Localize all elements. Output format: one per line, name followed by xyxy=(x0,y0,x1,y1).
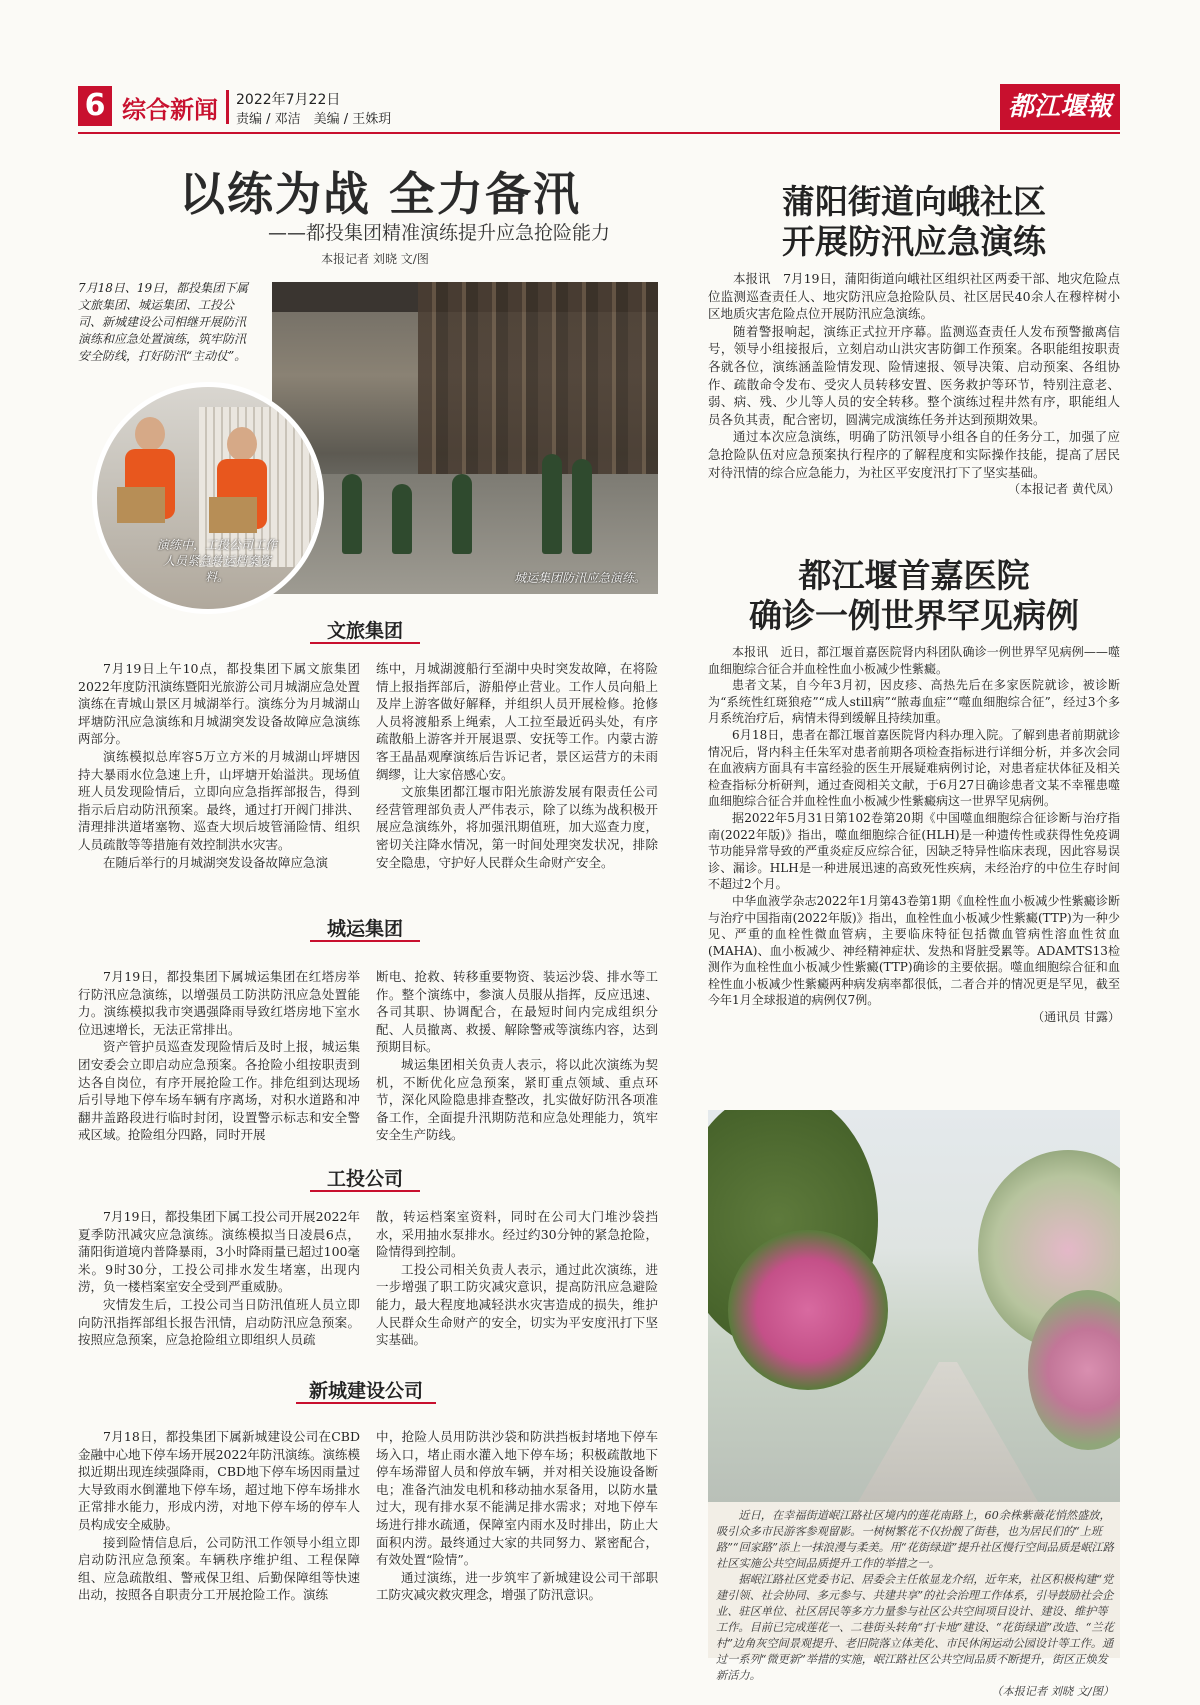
section-underline xyxy=(310,940,420,942)
wenlv-column-1 xyxy=(78,660,360,871)
header-rule xyxy=(78,132,1120,134)
paragraph: 散，转运档案室资料，同时在公司大门堆沙袋挡水，采用抽水泵排水。经过约30分钟的紧急抢险，险情得到控制。 xyxy=(376,1209,658,1260)
photo-worker xyxy=(572,459,592,554)
paragraph: 灾情发生后，工投公司当日防汛值班人员立即向防汛指挥部组长报告汛情，启动防汛应急预案。按照应急预案，应急抢险组立即组织人员疏 xyxy=(78,1296,360,1348)
paragraph: 演练模拟总库容5万立方米的月城湖山坪塘因持大暴雨水位急速上升，山坪塘开始溢洪。现场值班人员发现险情后，立即向应急指挥部报告，得到指示后启动防汛预案。最终，通过打开阀门排洪、清理排洪道堵塞物、巡查大坝后坡管涌险情、组织人员疏散等等措施有效控制洪水灾害。 xyxy=(78,748,360,852)
story2-headline-line1: 都江堰首嘉医院 xyxy=(798,556,1030,595)
paragraph: 7月19日，都投集团下属城运集团在红塔房举行防汛应急演练，以增强员工防洪防汛应急处置能力。演练模拟我市突遇强降雨导致红塔房地下室水位迅速增长，无法正常排出。 xyxy=(78,969,360,1037)
story1-headline-line1: 蒲阳街道向峨社区 xyxy=(782,182,1046,221)
story2-headline xyxy=(708,556,1120,636)
story1-body xyxy=(708,270,1120,499)
xincheng-column-1 xyxy=(78,1428,360,1604)
photo-flowers xyxy=(728,1230,888,1390)
paragraph: 本报讯 7月19日，蒲阳街道向峨社区组织社区两委干部、地灾危险点位监测巡查责任人、地灾防汛应急抢险队员、社区居民40余人在穆梓树小区地质灾害危险点位开展防汛应急演练。 xyxy=(708,271,1120,322)
paragraph: 城运集团相关负责人表示，将以此次演练为契机，不断优化应急预案，紧盯重点领域、重点环节，深化风险隐患排查整改，扎实做好防汛各项准备工作，全面提升汛期防范和应急处理能力，筑牢安全生产防线。 xyxy=(376,1056,658,1143)
photo-worker xyxy=(392,484,412,554)
paragraph: 中华血液学杂志2022年1月第43卷第1期《血栓性血小板减少性紫癜诊断与治疗中国指南(2022年版)》指出，血栓性血小板减少性紫癜(TTP)为一种少见、严重的血栓性微血管病，主要临床特征包括微血管病性溶血性贫血(MAHA)、血小板减少、神经精神症状、发热和肾脏受累等。ADAMTS13检测作为血栓性血小板减少性紫癜(TTP)确诊的主要依据。噬血细胞综合征和血栓性血小板减少性紫癜两种病发病率都很低，二者合并的情况更是罕见，截至今年1月全球报道的病例仅7例。 xyxy=(708,893,1120,1008)
paragraph: 患者文某，自今年3月初，因皮疹、高热先后在多家医院就诊，被诊断为“系统性红斑狼疮”“成人still病”“脓毒血症”“噬血细胞综合征”，经过3个多月系统治疗后，病情未得到缓解且持续加重。 xyxy=(708,678,1120,726)
photo-building xyxy=(418,282,658,482)
paragraph: 在随后举行的月城湖突发设备故障应急演 xyxy=(103,854,329,870)
main-headline: 以练为战 全力备汛 xyxy=(178,167,581,221)
photo-person xyxy=(135,417,165,451)
paragraph: 文旅集团都江堰市阳光旅游发展有限责任公司经营管理部负责人严伟表示，除了以练为战积极开展应急演练外，将加强汛期值班，加大巡查力度，密切关注降水情况，第一时间处理突发状况，排除安全隐患，守护好人民群众生命财产安全。 xyxy=(376,784,658,870)
newspaper-logo: 都江堰報 xyxy=(1000,84,1120,130)
section-label-wenlv: 文旅集团 xyxy=(326,620,403,642)
main-subheadline: ——都投集团精准演练提升应急抢险能力 xyxy=(267,222,610,244)
paragraph: 接到险情信息后，公司防汛工作领导小组立即启动防汛应急预案。车辆秩序维护组、工程保障组、应急疏散组、警戒保卫组、后勤保障组等快速出动，按照各自职责分工开展抢险工作。演练 xyxy=(78,1534,360,1603)
section-name: 综合新闻 xyxy=(122,96,218,124)
paragraph: 近日，在幸福街道岷江路社区境内的莲花南路上，60余株紫薇花悄然盛放，吸引众多市民游客参观留影。一树树繁花不仅扮靓了街巷，也为居民们的“上班路”“回家路”添上一抹浪漫与柔美。用“花街绿道”提升社区慢行空间品质是岷江路社区实施公共空间品质提升工作的举措之一。 xyxy=(716,1509,1114,1570)
gongtou-column-1 xyxy=(78,1208,360,1349)
wenlv-column-2 xyxy=(376,660,658,871)
section-label-gongtou: 工投公司 xyxy=(326,1168,403,1190)
header-divider xyxy=(226,90,229,124)
story1-sign: （本报记者 黄代凤） xyxy=(1008,482,1120,497)
photo-caption-text xyxy=(716,1508,1114,1700)
crape-myrtle-street-photo xyxy=(708,1110,1120,1502)
paragraph: 工投公司相关负责人表示，通过此次演练，进一步增强了职工防灾减灾意识，提高防汛应急避险能力，最大程度地减轻洪水灾害造成的损失，维护人民群众生命财产的安全，切实为平安度汛打下坚实基础。 xyxy=(376,1261,658,1348)
circle-photo-caption: 演练中，工投公司工作人员紧急转运档案资料。 xyxy=(157,538,278,584)
archive-transfer-photo xyxy=(92,382,324,614)
chengyun-column-1 xyxy=(78,968,360,1144)
story1-headline xyxy=(708,182,1120,262)
editors-line: 责编 / 邓洁 美编 / 王姝玥 xyxy=(236,112,392,127)
story2-headline-line2: 确诊一例世界罕见病例 xyxy=(749,596,1079,635)
paragraph: 6月18日，患者在都江堰首嘉医院肾内科办理入院。了解到患者前期就诊情况后，肾内科主任朱军对患者前期各项检查指标进行详细分析，并多次会同在血液病方面具有丰富经验的医生开展疑难病例讨论，对患者症状体征及相关检查指标分析研判，通过查阅相关文献，于6月27日确诊患者文某不幸罹患噬血细胞综合征合并血栓性血小板减少性紫癜病这一世界罕见病例。 xyxy=(708,727,1120,809)
paragraph: 本报讯 近日，都江堰首嘉医院肾内科团队确诊一例世界罕见病例——噬血细胞综合征合并血栓性血小板减少性紫癜。 xyxy=(708,645,1120,676)
paragraph: 随着警报响起，演练正式拉开序幕。监测巡查责任人发布预警撤离信号，领导小组接报后，立刻启动山洪灾害防御工作预案。各职能组按职责各就各位，演练涵盖险情发现、险情速报、领导决策、启动预案、各组协作、疏散命令发布、受灾人员转移安置、医务救护等环节，特别注意老、弱、病、残、少儿等人员的安全转移。整个演练过程井然有序，职能组人员各负其责，配合密切，圆满完成演练任务并达到预期效果。 xyxy=(708,323,1120,427)
paragraph: 断电、抢救、转移重要物资、装运沙袋、排水等工作。整个演练中，参演人员服从指挥，反应迅速、各司其职、协调配合，在最短时间内完成组织分配、人员撤离、救援、解除警戒等演练内容，达到预期目标。 xyxy=(376,969,658,1055)
paragraph: 通过演练，进一步筑牢了新城建设公司干部职工防灾减灾救灾理念，增强了防汛意识。 xyxy=(376,1569,658,1603)
intro-text: 7月18日、19日，都投集团下属文旅集团、城运集团、工投公司、新城建设公司相继开展防汛演练和应急处置演练，筑牢防汛安全防线，打好防汛“主动仗”。 xyxy=(78,281,249,363)
photo-worker xyxy=(452,474,472,554)
paragraph: 据岷江路社区党委书记、居委会主任侬显龙介绍，近年来，社区积极构建“党建引领、社会协同、多元参与、共建共享”的社会治理工作体系，引导鼓励社会企业、驻区单位、社区居民等多方力量参与社区公共空间项目设计、建设、维护等工作。目前已完成莲花一、二巷街头转角“打卡地”建设、“花街绿道”改造、“兰花村”边角灰空间景观提升、老旧院落立体美化、市民休闲运动公园设计等工作。通过一系列“微更新”举措的实施，岷江路社区公共空间品质不断提升，街区正焕发新活力。 xyxy=(716,1573,1114,1682)
paragraph: 7月19日，都投集团下属工投公司开展2022年夏季防汛减灾应急演练。演练模拟当日凌晨6点，蒲阳街道境内普降暴雨，3小时降雨量已超过100毫米。9时30分，工投公司排水发生堵塞，出现内涝，负一楼档案室安全受到严重威胁。 xyxy=(78,1209,360,1295)
photo-worker xyxy=(542,454,562,554)
photo-person xyxy=(227,427,257,461)
story2-sign: （通讯员 甘露） xyxy=(1032,1010,1120,1025)
photo-road xyxy=(858,1362,1038,1502)
xincheng-column-2 xyxy=(376,1428,658,1604)
photo-box xyxy=(209,497,257,533)
main-byline: 本报记者 刘晓 文/图 xyxy=(321,252,429,266)
gongtou-column-2 xyxy=(376,1208,658,1349)
section-underline xyxy=(310,1190,420,1192)
section-underline xyxy=(310,642,420,644)
paragraph: 7月18日，都投集团下属新城建设公司在CBD金融中心地下停车场开展2022年防汛演练。演练模拟近期出现连续强降雨，CBD地下停车场因雨量过大导致雨水倒灌地下停车场，超过地下停车场排水正常排水能力，形成内涝，对地下停车场的停车人员构成安全威胁。 xyxy=(78,1429,360,1532)
photo-sign: （本报记者 刘晓 文/图） xyxy=(991,1685,1114,1698)
photo-box xyxy=(117,487,165,523)
page-number: 6 xyxy=(78,86,112,126)
story2-body xyxy=(708,644,1120,1026)
paragraph: 据2022年5月31日第102卷第20期《中国噬血细胞综合征诊断与治疗指南(2022年版)》指出，噬血细胞综合征(HLH)是一种遗传性或获得性免疫调节功能异常导致的严重炎症反应综合征，因缺乏特异性临床表现，因此容易误诊、漏诊。HLH是一种进展迅速的高致死性疾病，未经治疗的中位生存时间不超过2个月。 xyxy=(708,810,1120,892)
issue-date: 2022年7月22日 xyxy=(236,92,341,108)
paragraph: 练中，月城湖渡船行至湖中央时突发故障，在将险情上报指挥部后，游船停止营业。工作人员向船上及岸上游客做好解释，并组织人员开展检修。抢修人员将渡船系上绳索，人工拉至最近码头处，有序疏散船上游客并开展退票、安抚等工作。内蒙古游客王晶晶观摩演练后告诉记者，景区运营方的未雨绸缪，让大家倍感心安。 xyxy=(376,661,658,782)
paragraph: 资产管护员巡查发现险情后及时上报，城运集团安委会立即启动应急预案。各抢险小组按职责到达各自岗位，有序开展抢险工作。排危组到达现场后引导地下停车场车辆有序离场，对积水道路和冲翻井盖路段进行临时封闭，设置警示标志和安全警戒区域。抢险组分四路，同时开展 xyxy=(78,1039,360,1143)
paragraph: 中，抢险人员用防洪沙袋和防洪挡板封堵地下停车场入口，堵止雨水灌入地下停车场；积极疏散地下停车场滞留人员和停放车辆，并对相关设施设备断电；准备汽油发电机和移动抽水泵备用，以防水量过大，现有排水泵不能满足排水需求；对地下停车场进行排水疏通，保障室内雨水及时排出，防止大面积内涝。最终通过大家的共同努力、紧密配合，有效处置“险情”。 xyxy=(376,1429,658,1568)
section-label-chengyun: 城运集团 xyxy=(326,918,403,940)
paragraph: 通过本次应急演练，明确了防汛领导小组各自的任务分工，加强了应急抢险队伍对应急预案执行程序的了解程度和实际操作技能，提高了居民对待汛情的综合应急能力，为社区平安度汛打下了坚实基础。 xyxy=(708,429,1120,480)
photo-worker xyxy=(342,474,362,554)
chengyun-column-2 xyxy=(376,968,658,1144)
section-label-xincheng: 新城建设公司 xyxy=(308,1380,423,1402)
paragraph: 7月19日上午10点，都投集团下属文旅集团2022年度防汛演练暨阳光旅游公司月城湖应急处置演练在青城山景区月城湖举行。演练分为月城湖山坪塘防汛应急演练和月城湖突发设备故障应急演练两部分。 xyxy=(78,661,360,747)
photo-caption: 城运集团防汛应急演练。 xyxy=(513,571,646,585)
flood-drill-photo xyxy=(272,282,658,594)
story1-headline-line2: 开展防汛应急演练 xyxy=(782,222,1046,261)
section-underline xyxy=(296,1402,436,1404)
